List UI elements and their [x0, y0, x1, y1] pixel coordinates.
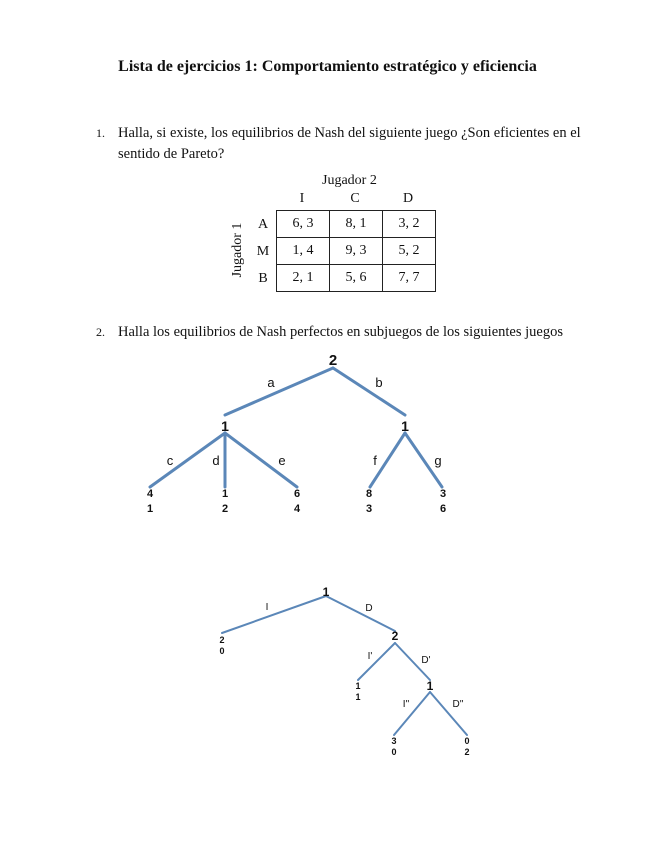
branch-label: e	[278, 453, 286, 468]
branch-label: I'	[367, 651, 373, 662]
branch-label: I	[265, 602, 269, 613]
branch-label: c	[166, 453, 174, 468]
column-header: D	[402, 191, 414, 206]
payoff-cell: 5, 6	[330, 265, 383, 292]
payoff-player-2: 6	[439, 503, 447, 515]
payoff-player-2: 0	[219, 646, 225, 656]
branch-label: d	[212, 453, 220, 468]
branch-label: I''	[402, 699, 410, 710]
payoff-cell: 2, 1	[277, 265, 330, 292]
tree-1-edges	[150, 368, 442, 487]
page-title: Lista de ejercicios 1: Comportamiento estratégico y eficiencia	[118, 58, 537, 75]
node-label: 1	[426, 679, 434, 693]
payoff-player-2: 4	[293, 503, 301, 515]
branch-label: a	[267, 375, 275, 390]
question-number: 1.	[96, 126, 105, 140]
payoff-player-1: 1	[355, 681, 361, 691]
branch-label: b	[375, 375, 383, 390]
row-header: M	[256, 244, 270, 259]
payoff-player-2: 2	[464, 747, 470, 757]
edge-e	[225, 433, 297, 487]
payoff-player-1: 3	[391, 736, 397, 746]
payoff-player-1: 8	[365, 488, 373, 500]
player-2-label: Jugador 2	[322, 173, 377, 188]
edge-a	[225, 368, 333, 415]
branch-label: D''	[452, 699, 464, 710]
payoff-player-1: 6	[293, 488, 301, 500]
question-text: Halla, si existe, los equilibrios de Nash del siguiente juego ¿Son eficientes en el sentido de Pareto?	[118, 125, 581, 162]
payoff-cell: 6, 3	[277, 211, 330, 238]
payoff-player-2: 3	[365, 503, 373, 515]
payoff-player-2: 1	[146, 503, 154, 515]
payoff-cell: 9, 3	[330, 238, 383, 265]
payoff-player-1: 3	[439, 488, 447, 500]
node-label: 2	[328, 352, 338, 369]
payoff-cell: 8, 1	[330, 211, 383, 238]
payoff-player-1: 1	[221, 488, 229, 500]
payoff-player-1: 2	[219, 635, 225, 645]
row-header: B	[258, 271, 268, 286]
column-header: C	[350, 191, 360, 206]
branch-label: D	[365, 603, 373, 614]
payoff-player-2: 1	[355, 692, 361, 702]
node-label: 1	[322, 585, 330, 599]
payoff-cell: 7, 7	[383, 265, 436, 292]
column-header: I	[299, 191, 305, 206]
node-label: 2	[391, 629, 399, 643]
payoff-player-2: 2	[221, 503, 229, 515]
question-text: Halla los equilibrios de Nash perfectos en subjuegos de los siguientes juegos	[118, 324, 563, 340]
edge-I-double-prime	[394, 692, 430, 735]
branch-label: D'	[421, 655, 431, 666]
question-number: 2.	[96, 325, 105, 339]
branch-label: g	[434, 453, 442, 468]
payoff-player-2: 0	[391, 747, 397, 757]
payoff-cell: 5, 2	[383, 238, 436, 265]
edge-I-prime	[358, 643, 395, 680]
node-label: 1	[401, 418, 409, 434]
payoff-cell: 3, 2	[383, 211, 436, 238]
node-label: 1	[221, 418, 229, 434]
edge-b	[333, 368, 405, 415]
payoff-cell: 1, 4	[277, 238, 330, 265]
branch-label: f	[373, 453, 377, 468]
payoff-player-1: 0	[464, 736, 470, 746]
player-1-label: Jugador 1	[230, 222, 245, 278]
edge-I	[222, 596, 326, 633]
row-header: A	[257, 217, 269, 232]
payoff-player-1: 4	[146, 488, 154, 500]
edge-D	[326, 596, 395, 631]
